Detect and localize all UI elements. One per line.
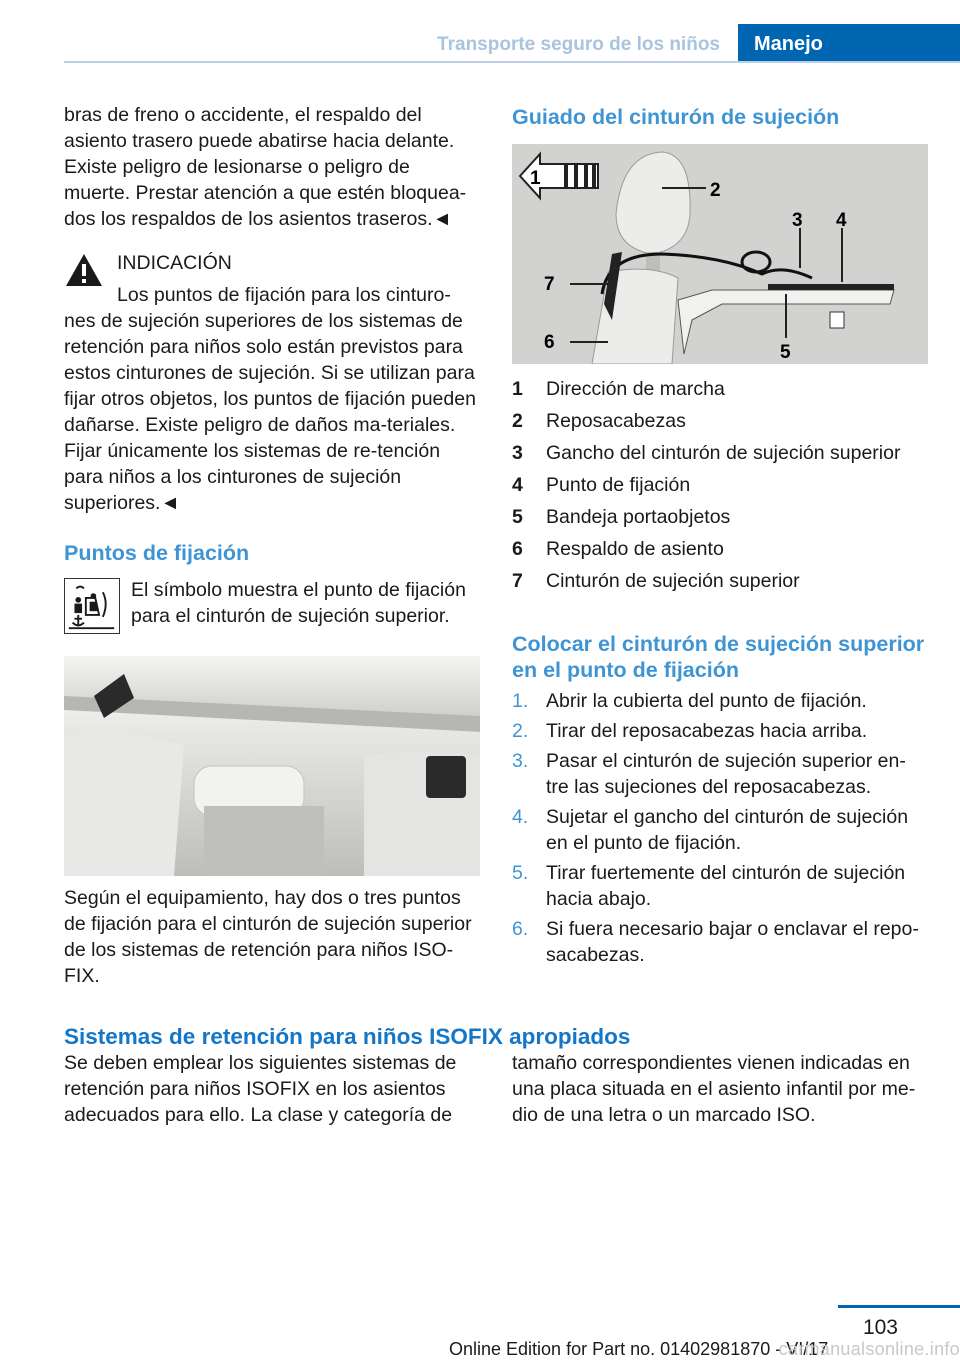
legend-text: Punto de fijación bbox=[546, 474, 691, 496]
step-number: 5. bbox=[512, 862, 529, 884]
legend-number: 6 bbox=[512, 538, 523, 560]
legend-item bbox=[512, 440, 928, 472]
isofix-text-right: tamaño correspondientes vienen indicadas en una placa situada en el asiento infantil por me-dio de una letra o un marcado ISO. bbox=[512, 1052, 916, 1126]
legend-item bbox=[512, 408, 928, 440]
equipment-paragraph: Según el equipamiento, hay dos o tres puntos de fijación para el cinturón de sujeción superior de los sistemas de retención para niños ISO-FIX. bbox=[64, 887, 472, 987]
legend-item bbox=[512, 376, 928, 408]
step-number: 2. bbox=[512, 720, 529, 742]
legend-item bbox=[512, 504, 928, 536]
page-header bbox=[0, 0, 960, 62]
legend-number: 5 bbox=[512, 506, 523, 528]
legend-text: Bandeja portaobjetos bbox=[546, 506, 731, 528]
diagram-label-2: 2 bbox=[710, 180, 721, 201]
legend-number: 3 bbox=[512, 442, 523, 464]
step-item bbox=[512, 916, 928, 968]
symbol-description: El símbolo muestra el punto de fijación para el cinturón de sujeción superior. bbox=[131, 579, 466, 627]
diagram-label-1: 1 bbox=[530, 168, 541, 189]
diagram-label-4: 4 bbox=[836, 210, 847, 231]
section-title: Transporte seguro de los niños bbox=[437, 34, 720, 55]
step-text: Pasar el cinturón de sujeción superior en-tre las sujeciones del reposacabezas. bbox=[546, 750, 906, 798]
step-text: Tirar fuertemente del cinturón de sujeción hacia abajo. bbox=[546, 862, 906, 910]
footer-rule bbox=[838, 1305, 960, 1308]
notice-heading: INDICACIÓN bbox=[117, 252, 232, 274]
legend-item bbox=[512, 536, 928, 568]
isofix-text-left: Se deben emplear los siguientes sistemas de retención para niños ISOFIX en los asientos adecuados para ello. La clase y categoría de bbox=[64, 1052, 457, 1126]
legend-text: Reposacabezas bbox=[546, 410, 686, 432]
step-item bbox=[512, 748, 928, 800]
guide-heading: Guiado del cinturón de sujeción bbox=[512, 105, 840, 129]
legend-item bbox=[512, 568, 928, 600]
legend-number: 7 bbox=[512, 570, 523, 592]
attach-heading: Colocar el cinturón de sujeción superior en el punto de fijación bbox=[512, 632, 925, 682]
watermark: carmanualsonline.info bbox=[778, 1339, 960, 1359]
legend-text: Gancho del cinturón de sujeción superior bbox=[546, 442, 901, 464]
page-number: 103 bbox=[862, 1316, 898, 1339]
isofix-heading: Sistemas de retención para niños ISOFIX apropiados bbox=[64, 1024, 631, 1049]
step-item bbox=[512, 688, 928, 714]
diagram-legend bbox=[512, 376, 928, 600]
diagram-label-5: 5 bbox=[780, 342, 791, 363]
edition-note: Online Edition for Part no. 01402981870 - VI/17 bbox=[449, 1339, 829, 1359]
step-number: 3. bbox=[512, 750, 529, 772]
legend-text: Respaldo de asiento bbox=[546, 538, 724, 560]
attach-steps-list bbox=[512, 688, 928, 972]
isofix-anchor-icon bbox=[64, 578, 120, 634]
diagram-label-3: 3 bbox=[792, 210, 803, 231]
diagram-label-7: 7 bbox=[544, 274, 555, 295]
step-text: Si fuera necesario bajar o enclavar el repo-sacabezas. bbox=[546, 918, 919, 966]
legend-number: 2 bbox=[512, 410, 523, 432]
legend-number: 1 bbox=[512, 378, 523, 400]
notice-text: nes de sujeción superiores de los sistemas de retención para niños solo están previstos para estos cinturones de sujeción. Si se utilizan para fijar otros objetos, los puntos de fijación pueden dañarse. Existe peligro de daños ma-teriales. Fijar únicamente los sistemas de re-tención para niños a los cinturones de sujeción superiores.◄ bbox=[64, 310, 476, 514]
fixing-points-heading: Puntos de fijación bbox=[64, 541, 250, 565]
legend-item bbox=[512, 472, 928, 504]
step-item bbox=[512, 860, 928, 912]
legend-text: Cinturón de sujeción superior bbox=[546, 570, 800, 592]
legend-number: 4 bbox=[512, 474, 523, 496]
diagram-label-6: 6 bbox=[544, 332, 555, 353]
legend-text: Dirección de marcha bbox=[546, 378, 725, 400]
chapter-tab[interactable]: Manejo bbox=[738, 24, 960, 62]
step-text: Abrir la cubierta del punto de fijación. bbox=[546, 690, 867, 712]
step-item bbox=[512, 804, 928, 856]
step-number: 1. bbox=[512, 690, 529, 712]
step-number: 4. bbox=[512, 806, 529, 828]
warning-icon bbox=[64, 252, 104, 288]
notice-text-first-line: Los puntos de fijación para los cinturo- bbox=[117, 284, 451, 306]
step-text: Tirar del reposacabezas hacia arriba. bbox=[546, 720, 868, 742]
tether-routing-diagram bbox=[512, 144, 928, 364]
step-number: 6. bbox=[512, 918, 529, 940]
step-item bbox=[512, 718, 928, 744]
rear-seat-photo bbox=[64, 656, 480, 876]
header-rule bbox=[64, 61, 960, 63]
intro-paragraph: bras de freno o accidente, el respaldo del asiento trasero puede abatirse hacia delante. Existe peligro de lesionarse o peligro de muerte. Prestar atención a que estén bloquea-dos los respaldos de los asientos traseros.◄ bbox=[64, 104, 467, 230]
step-text: Sujetar el gancho del cinturón de sujeción en el punto de fijación. bbox=[546, 806, 909, 854]
